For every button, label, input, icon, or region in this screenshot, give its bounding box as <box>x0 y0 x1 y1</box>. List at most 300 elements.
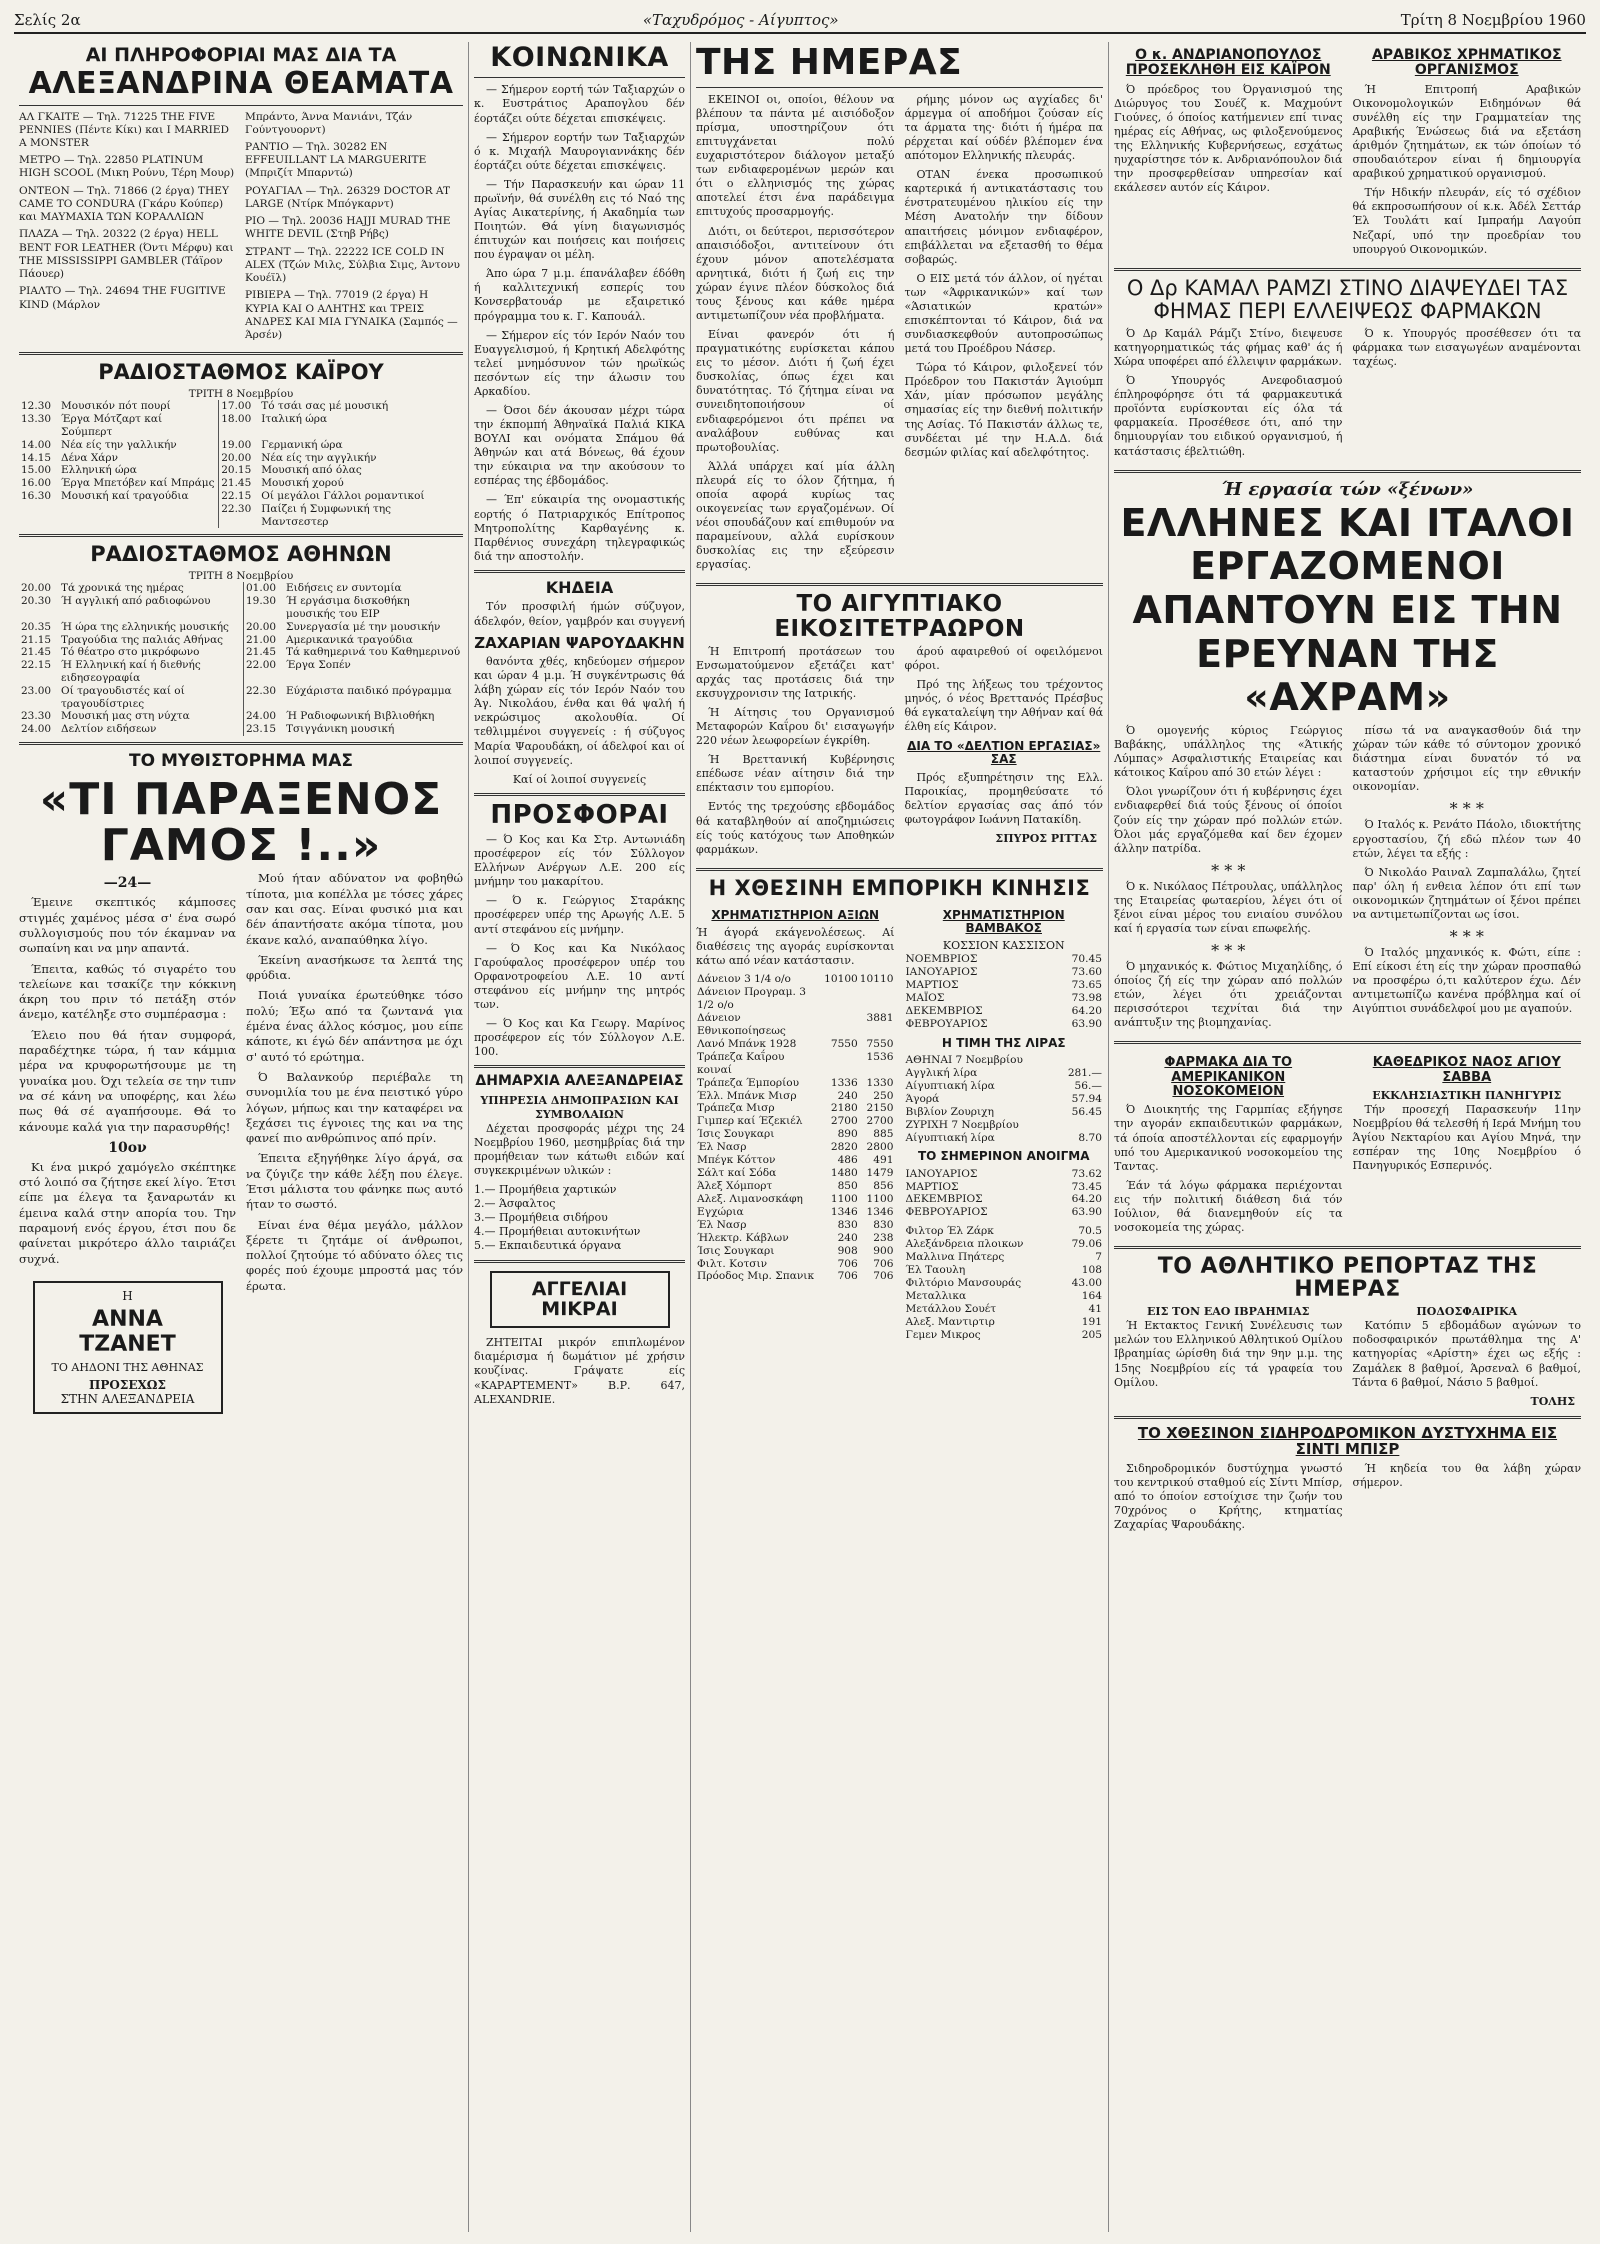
stock-cell: Δάνειον Εθνικοποίησεως <box>697 1011 786 1037</box>
share-cell: 191 <box>1081 1315 1102 1328</box>
share-cell: Φιλτόριο Μανσουράς <box>905 1276 1022 1289</box>
radio-athens-row <box>19 634 463 647</box>
stock-row <box>696 1102 895 1115</box>
share-row <box>905 1303 1104 1316</box>
novel-paragraph: Είναι ένα θέμα μεγάλο, μάλλον ξέρετε τι ζητάμε οί άνθρωποι, πολλοί ζητούμε τό αδύνατο όλες τις φορές πού έχουμε μπροστά μας τόν έρωτα. <box>246 1217 463 1293</box>
radio-cairo-cell: Έργα Μπετόβεν καί Μπράμς <box>61 477 215 490</box>
theater-entry: ΡΑΝΤΙΟ — Τηλ. 30282 EN EFFEUILLANT LA MARGUERITE (Μπριζίτ Μπαρντώ) <box>245 140 427 180</box>
stock-cell: 240 <box>837 1089 858 1102</box>
opening-cell: ΙΑΝΟΥΑΡΙΟΣ <box>905 1167 978 1180</box>
pharmacy-title: ΦΑΡΜΑΚΑ ΔΙΑ ΤΟ ΑΜΕΡΙΚΑΝΙΚΟΝ ΝΟΣΟΚΟΜΕΙΟΝ <box>1164 1055 1293 1100</box>
gold-cell: 56.45 <box>1071 1105 1102 1118</box>
stock-cell: 1479 <box>866 1167 894 1180</box>
day-paragraph: Ο ΕΙΣ μετά τόν άλλον, οί ηγέται των «Άφρικανικών» καί των «Άσιατικών κρατών» επισκέπτονται τό Κάιρον, διά να συνδιασκεφθούν αυτοπροσώπως μετά του Προέδρου Νάσερ. <box>904 271 1103 356</box>
column-social <box>468 42 690 2232</box>
foreigners-paragraph: Όλοι γνωρίζουν ότι ή κυβέρνησις έχει ενδιαφερθεί διά τούς ξένους οί όποίοι ζούν είς την χώραν πρό πολλών ετών. Όλοι μάς εργαζόμεθα καί δεν έχομεν άλλην πατρίδα. <box>1114 785 1343 855</box>
stock-cell: Δάνειον Προγραμ. 3 1/2 ο/ο <box>697 986 806 1012</box>
stock-cell: 885 <box>873 1128 894 1141</box>
cotton-row <box>905 1005 1104 1018</box>
opening-cell: 64.20 <box>1071 1193 1102 1206</box>
cotton-title: ΧΡΗΜΑΤΙΣΤΗΡΙΟΝ ΒΑΜΒΑΚΟΣ <box>942 907 1065 935</box>
radio-cairo-cell <box>19 503 59 529</box>
radio-athens-cell: 22.30 <box>244 685 285 711</box>
stock-cell: Γιμπερ καί Έζεκιέλ <box>697 1115 803 1128</box>
foreigners-paragraph: πίσω τά να αναγκασθούν διά την χώραν τών κάθε τό σύντομον χρονικό διάστημα είναι δυνατόν τό να καταστούν χρήσιμοι είς την εθνικήν οικονομίαν. <box>1352 724 1581 794</box>
stock-cell: 900 <box>873 1244 894 1257</box>
stock-cell: 706 <box>873 1257 894 1270</box>
ad-coming-soon: ΠΡΟΣΕΧΩΣ <box>89 1377 166 1392</box>
stock-cell: Αλεξ. Λιμανοσκάφη <box>697 1192 803 1205</box>
tender-item: 4.— Προμήθειαι αυτοκινήτων <box>474 1225 641 1239</box>
foreigners-paragraph: Ό κ. Νικόλαος Πέτρουλας, υπάλληλος της Εταιρείας φωταερίου, λέγει ότι οί ξένοι είναι μέρος του ενιαίου συνόλου καί ή εργασία των είναι επωφελής. <box>1114 879 1343 935</box>
gold-cell: 8.70 <box>1078 1131 1102 1144</box>
stock-row <box>696 1180 895 1193</box>
share-cell: Αλεξ. Μαντιρτιρ <box>905 1315 995 1328</box>
stock-cell: Λανό Μπάνκ 1928 <box>697 1037 797 1050</box>
novel-kicker: ΤΟ ΜΥΘΙΣΤΟΡΗΜΑ ΜΑΣ <box>129 750 353 771</box>
stock-row <box>696 1232 895 1245</box>
share-row <box>905 1329 1104 1342</box>
ramzi-text: Ό κ. Υπουργός προσέθεσεν ότι τα φάρμακα των εισαγωγέων αναμένονται ταχέως. <box>1352 326 1581 369</box>
radio-cairo-day: ΤΡΙΤΗ 8 Νοεμβρίου <box>188 388 294 401</box>
foreigners-paragraph: Ό Νικολάο Ραιναλ Ζαμπαλάλω, ζητεί παρ' όλη ή ενθεια λέπον ότι επί των οικονομικών ζητημάτων οί ξένοι πρέπει να αντιμετωπίζονται ως ίσοι. <box>1352 865 1581 921</box>
novel-number: —24— <box>103 875 152 892</box>
sport-signature: ΤΟΛΗΣ <box>1530 1394 1575 1408</box>
radio-athens-row <box>19 659 463 685</box>
work-card-heading: ΔΙΑ ΤΟ «ΔΕΛΤΙΟΝ ΕΡΓΑΣΙΑΣ» ΣΑΣ <box>907 739 1101 767</box>
arabic-org-text: Τήν Ηδικήν πλευράν, είς τό σχέδιον θά εκπροσωπήσουν οί κ.κ. Άδέλ Σεττάρ Έλ Τουλάτι καί Ιμπραήμ Λαγούπ Νεζαρί, υπό την προεδρίαν του υπουργού Οικονομικών. <box>1352 186 1581 256</box>
tender-item: 1.— Προμήθεια χαρτικών <box>474 1183 617 1197</box>
gold-cell: Αίγυπτιακή λίρα <box>905 1131 995 1144</box>
radio-cairo-cell: Δένα Χάρν <box>61 451 118 464</box>
stock-cell: 2180 <box>830 1102 858 1115</box>
tender-paragraph: Ή Επιτροπή προτάσεων του Ενσωματούμενον εξετάζει κατ' αρχάς τας προτάσεις διά την εκσυγχρονισιν της Ιατρικής. <box>696 644 895 700</box>
radio-cairo-cell: 22.30 <box>219 503 260 529</box>
foreigners-title: ΕΛΛΗΝΕΣ ΚΑΙ ΙΤΑΛΟΙ ΕΡΓΑΖΟΜΕΝΟΙ ΑΠΑΝΤΟΥΝ ΕΙΣ ΤΗΝ ΕΡΕΥΝΑΝ ΤΗΣ «ΑΧΡΑΜ» <box>1120 500 1575 720</box>
market-title: Η ΧΘΕΣΙΝΗ ΕΜΠΟΡΙΚΗ ΚΙΝΗΣΙΣ <box>708 875 1091 900</box>
church-text: Τήν προσεχή Παρασκευήν 11ην Νοεμβρίου θά τελεσθή ή Ιερά Μνήμη του Άγίου Νεκταρίου και Αγίου Μηνά, την εσπέραν της 10ης Νοεμβρίου ό Πανηγυρικός Εσπερινός. <box>1352 1103 1581 1173</box>
stock-row <box>696 1012 895 1038</box>
radio-cairo-cell: 20.15 <box>219 464 260 477</box>
funeral-intro: Τόν προσφιλή ήμών σύζυγον, άδελφόν, θείον, γαμβρόν και συγγενή <box>474 600 685 628</box>
radio-athens-row <box>19 595 463 621</box>
social-item: — Όσοι δέν άκουσαν μέχρι τώρα την έκπομπή Άθηναϊκά Παλιά ΚΙΚΑ ΒΟΥΛΙ και ονόματα Σπάμου θά Άθηνών και ατά Βόνεως, θά έχουν την εύκαιρια να την ακούσουν το εσπέρας της έβδομάδος. <box>474 403 685 488</box>
share-cell: 70.5 <box>1078 1225 1102 1238</box>
stock-cell: 890 <box>837 1128 858 1141</box>
gold-cell <box>1057 1119 1103 1132</box>
stock-row <box>696 1077 895 1090</box>
stock-cell: 250 <box>873 1089 894 1102</box>
cotton-cell: 70.45 <box>1071 953 1102 966</box>
stock-cell: Τράπεζα Έμπορίου <box>697 1076 800 1089</box>
tender-paragraph: Ή Βρεττανική Κυβέρνησις επέδωσε νέαν αίτησιν διά την επέκτασιν του εμπορίου. <box>696 753 895 795</box>
opening-cell: 73.45 <box>1071 1180 1102 1193</box>
radio-athens-cell: Οί τραγουδιστές καί οί τραγουδίστριες <box>61 684 185 710</box>
tender-paragraph: Πρός εξυπηρέτησιν της Ελλ. Παροικίας, προμηθεύσατε τό δελτίον εργασίας σας άπό τόν φωτογράφον Ιωάννη Πατακίδη. <box>904 770 1103 826</box>
stock-cell: Πρόοδος Μιρ. Σπανικ <box>697 1270 815 1283</box>
church-title: ΚΑΘΕΔΡΙΚΟΣ ΝΑΟΣ ΑΓΙΟΥ ΣΑΒΒΑ <box>1372 1055 1561 1085</box>
funeral-closing: Καί οί λοιποί συγγενείς <box>512 772 647 786</box>
radio-athens-cell: 21.15 <box>21 633 52 646</box>
radio-cairo-cell: 18.00 <box>219 413 260 439</box>
gold-row <box>905 1054 1104 1067</box>
cotton-cell: 73.98 <box>1071 992 1102 1005</box>
day-paragraph: ΟΤΑΝ ένεκα προσωπικού καρτερικά ή αντικατάστασις του ένστρατευμένου ηλικίου είς την Μέση Ανατολήν την δίδουν απαιτήσεις μόνιμον ενδιαφέρον, επιβάλλεται να εξετασθή το θέμα σοβαρώς. <box>904 168 1103 266</box>
stocks-table <box>696 973 895 1283</box>
stock-cell: 830 <box>873 1218 894 1231</box>
cotton-cell: 63.90 <box>1071 1017 1102 1030</box>
novel-title: «ΤΙ ΠΑΡΑΞΕΝΟΣ ΓΑΜΟΣ !..» <box>39 773 443 872</box>
stock-row <box>696 1270 895 1283</box>
radio-athens-cell: 22.15 <box>21 659 52 672</box>
stock-cell: 7550 <box>830 1037 858 1050</box>
sport-left-heading: ΕΙΣ ΤΟΝ ΕΑΟ ΙΒΡΑΗΜΙΑΣ <box>1147 1305 1310 1319</box>
stock-cell: Έλ Νασρ <box>697 1218 747 1231</box>
stock-cell: 7550 <box>866 1037 894 1050</box>
radio-cairo-cell: Μουσική καί τραγούδια <box>61 489 189 502</box>
social-item: — Σήμερον εορτή τών Ταξιαρχών ο κ. Ευστράτιος Αραπογλου δέν έορτάζει ούτε δέχεται επισκέψεις. <box>474 83 685 125</box>
cotton-cell: ΦΕΒΡΟΥΑΡΙΟΣ <box>905 1017 988 1030</box>
radio-athens-row <box>19 646 463 659</box>
masthead <box>14 8 1586 34</box>
theaters-title: ΑΛΕΞΑΝΔΡΙΝΑ ΘΕΑΜΑΤΑ <box>28 66 454 101</box>
gold-row <box>905 1080 1104 1093</box>
stock-cell: Μπέγκ Κόττον <box>697 1154 776 1167</box>
share-row <box>905 1225 1104 1238</box>
novel-paragraph: Έμεινε σκεπτικός κάμποσες στιγμές χαμένος μέσα σ' ένα σωρό συλλογισμούς που τόν έκαμναν να σωπαίνη και να μην απαντά. <box>19 895 236 956</box>
stock-cell <box>823 1012 859 1038</box>
stock-cell: 830 <box>837 1218 858 1231</box>
radio-athens-cell: Τά καθημερινά του Καθημερινού <box>286 646 461 659</box>
today-title: ΤΟ ΣΗΜΕΡΙΝΟΝ ΑΝΟΙΓΜΑ <box>917 1149 1090 1164</box>
stock-cell: Εγχώρια <box>697 1205 744 1218</box>
radio-cairo-cell: 21.45 <box>219 477 260 490</box>
social-title: ΚΟΙΝΩΝΙΚΑ <box>490 42 669 73</box>
funeral-name: ΖΑΧΑΡΙΑΝ ΨΑΡΟΥΔΑΚΗΝ <box>474 633 685 652</box>
small-ad-text: ΖΗΤΕΙΤΑΙ μικρόν επιπλωμένον διαμέρισμα ή δωμάτιον μέ χρήσιν κουζίνας. Γράψατε είς «ΚΑΡΑΡΤΕΜΕΝΤ» Β.Ρ. 647, ALEXANDRIE. <box>474 1336 685 1406</box>
radio-athens-cell: Έργα Σοπέν <box>286 659 351 672</box>
radio-cairo-row <box>19 400 463 413</box>
foreigners-paragraph: Ό Ιταλός μηχανικός κ. Φώτι, είπε : Επί είκοσι έτη είς την χώραν προσπαθώ να προσφέρω ό,τι καλύτερον έχω. Δέν αντιμετωπίζω κανένα πρόβλημα καί οί Αιγύπτιοι συνάδελφοί μου με αγαπούν. <box>1352 945 1581 1016</box>
small-ads-title: ΑΓΓΕΛΙΑΙ ΜΙΚΡΑΙ <box>531 1277 628 1321</box>
stock-cell <box>859 986 895 1012</box>
stocks-intro: Ή άγορά εκάγενολέσεως. Αί διαθέσεις της αγοράς ευρίσκονται κάτω από νέαν κατάστασιν. <box>696 925 895 968</box>
theater-listings <box>19 111 463 347</box>
cotton-row <box>905 992 1104 1005</box>
opening-cell: ΦΕΒΡΟΥΑΡΙΟΣ <box>905 1206 988 1219</box>
andrianopoulos-title: Ο κ. ΑΝΔΡΙΑΝΟΠΟΥΛΟΣ ΠΡΟΣΕΚΛΗΘΗ ΕΙΣ ΚΑΪΡΟΝ <box>1125 47 1331 79</box>
gold-row <box>905 1132 1104 1145</box>
column-day <box>690 42 1108 2232</box>
day-paragraph: Είναι φανερόν ότι ή πραγματικότης ευρίσκεται κάπου εις το μέσον. Διότι ή ζωή έχει δυσκολίας, όπως έχει και δυνατότητας. Τό ζήτημα είναι να συνειδητοποιήσουν οί ενδιαφερόμενοι ότι πρέπει να αναλάβουν ευθύνας και πρωτοβουλίας. <box>696 328 895 454</box>
ramzi-text: Ό Υπουργός Ανεφοδιασμού έπληροφόρησε ότι τά φαρμακευτικά προϊόντα ευρίσκονται είς όλα τά φαρμακεία. Προσέθεσε ότι, από την δημιουργίαν του ειδικού οργανισμού, ή κατάστασις έβελτιώθη. <box>1114 374 1343 458</box>
stock-row <box>696 1193 895 1206</box>
share-cell: 79.06 <box>1071 1238 1102 1251</box>
page-label: Σελίς 2α <box>14 11 81 29</box>
stock-cell: Άλεξ Χόμπορτ <box>697 1179 773 1192</box>
radio-cairo-cell: 14.00 <box>21 438 52 451</box>
ad-subtitle: ΤΟ ΑΗΔΟΝΙ ΤΗΣ ΑΘΗΝΑΣ <box>51 1360 204 1374</box>
radio-athens-cell: Ή ώρα της ελληνικής μουσικής <box>61 620 229 633</box>
opening-row <box>905 1206 1104 1219</box>
share-row <box>905 1290 1104 1303</box>
novel-chapter: 10ον <box>108 1139 147 1156</box>
tender-body <box>696 645 1103 862</box>
share-row <box>905 1238 1104 1251</box>
theaters-kicker: ΑΙ ΠΛΗΡΟΦΟΡΙΑΙ ΜΑΣ ΔΙΑ ΤΑ <box>85 44 397 66</box>
social-item: — Σήμερον εορτήν των Ταξιαρχών ό κ. Μιχαήλ Μαυρογιαννάκης δέν έορτάζει ούτε δέχεται επισκέψεις. <box>474 130 685 172</box>
gold-cell: Αγγλική λίρα <box>905 1066 978 1079</box>
stock-cell <box>823 986 859 1012</box>
stock-row <box>696 1154 895 1167</box>
day-paragraph: Διότι, οι δεύτεροι, περισσότερον απαισιόδοξοι, αντιτείνουν ότι έχουν μόνον αποτελέσματα αρνητικά, διότι ή ζωή εις την χώραν έγινε πλέον δύσκολος διά τους ξένους και κάθε ημέρα αντιμετωπίζουν νέα προβλήματα. <box>696 224 895 322</box>
pharmacy-text: Ό Διοικητής της Γαρμπίας εξήγησε την αγοράν εκπαιδευτικών φαρμάκων, τά όποία αποστέλλονται είς εφαρμογήν υπό του Αμερικανικού νοσοκομείου της Ταντας. <box>1114 1103 1343 1173</box>
novel-paragraph: Ό Βαλανκούρ περιέβαλε τη συνομιλία του με ένα πειστικό γύρο λόγων, μήπως και την καταφέρει να ξεχάσει τις έγνοιες της και να της φανεί πιο ανθρώπινος από πρίν. <box>246 1069 463 1146</box>
radio-cairo-title: ΡΑΔΙΟΣΤΑΘΜΟΣ ΚΑΪΡΟΥ <box>98 360 384 385</box>
theater-entry: ΜΕΤΡΟ — Τηλ. 22850 PLATINUM HIGH SCOOL (Μικη Ρούνυ, Τέρη Μουρ) <box>19 154 235 180</box>
opening-cell: ΔΕΚΕΜΒΡΙΟΣ <box>905 1193 983 1206</box>
radio-athens-cell: Αμερικανικά τραγούδια <box>286 633 413 646</box>
foreigners-body: Ό ομογενής κύριος Γεώργιος Βαβάκης, υπάλληλος της «Άτικής Λύμπας» Ασφαλιστικής Εταιρείας και κάτοικος Καΐρου από 30 ετών λέγει : Όλοι γνωρίζουν ότι ή κυβέρνησις έχει ενδιαφερθεί διά τούς ξένους οί όποίοι ζούν είς την χώραν πρό πολλών ετών. Όλοι μάς εργαζόμεθα καί δεν έχομεν άλλην πατρίδα. * * * Ό κ. Νικόλαος Πέτρουλας, υπάλληλος της Εταιρείας φωταερίου, λέγει ότι οί ξένοι είναι μέρος του ενιαίου συνόλου καί ή εργασία των είναι επωφελής. * * * Ό μηχανικός κ. Φώτιος Μιχαηλίδης, ό όποίος ζή είς την χώραν από πολλών ετών, λέγει ότι χρειάζονται περισσότεροι τεχνίται διά την ανάπτυξιν της βιομηχανίας. πίσω τά να αναγκασθούν διά την χώραν τών κάθε τό σύντομον χρονικό διάστημα είναι δυνατόν τό να καταστούν χρήσιμοι είς την εθνικήν οικονομίαν. * * * Ό Ιταλός κ. Ρενάτο Πάολο, ιδιοκτήτης εργοστασίου, ζή εδώ πλέον των 40 ετών, λέγει τα εξής : Ό Νικολάο Ραιναλ Ζαμπαλάλω, ζητεί παρ' όλη ή ενθεια λέπον ότι επί των οικονομικών ζητημάτων οί ξένοι πρέπει να αντιμετωπίζονται ως ίσοι. * * * Ό Ιταλός μηχανικός κ. Φώτι, είπε : Επί είκοσι έτη είς την χώραν προσπαθώ να προσφέρω ό,τι καλύτερον έχω. Δέν αντιμετωπίζω κανένα πρόβλημα καί οί Αιγύπτιοι συνάδελφοί μου με αγαπούν. <box>1114 724 1581 1030</box>
tender-signature: ΣΠΥΡΟΣ ΡΙΤΤΑΣ <box>995 831 1097 845</box>
rail-text: Ή κηδεία του θα λάβη χώραν σήμερον. <box>1352 1461 1581 1489</box>
theater-entry: ΟΝΤΕΟΝ — Τηλ. 71866 (2 έργα) THEY CAME TO CONDURA (Γκάρυ Κούπερ) και MAYMAXIA ΤΩΝ ΚΟΡΑΛΛΙΩΝ <box>19 184 229 224</box>
stock-row <box>696 973 895 986</box>
social-item: — Σήμερον είς τόν Ιερόν Ναόν του Ευαγγελισμού, ή Κρητική Αδελφότης τελεί μνημόσυνον τών ηρωϊκώς πεσόντων είς την άλωσιν του Αρκαδίου. <box>474 328 685 398</box>
radio-cairo-cell: 17.00 <box>219 400 260 413</box>
gold-cell: 57.94 <box>1071 1092 1102 1105</box>
stock-cell: Δάνειον 3 1/4 ο/ο <box>697 973 791 986</box>
cotton-cell: 73.60 <box>1071 966 1102 979</box>
cotton-row <box>905 966 1104 979</box>
stock-cell: Τράπεζα Καΐρου κοιναί <box>697 1050 785 1076</box>
radio-cairo-row <box>19 477 463 490</box>
tender-item: 2.— Άσφαλτος <box>474 1197 556 1211</box>
radio-athens-cell: Ή Ελληνική καί ή διεθνής ειδησεογραφία <box>61 659 201 684</box>
novel-paragraph: Κι ένα μικρό χαμόγελο σκέπτηκε στό λοιπό σα ζήτησε εκεί λίγο. Έτσι είπε μα έλεγα τα ξαναρωτάν κι έμεινα καλά στην απορία του. Την παραμονή ενός έργου, έτσι που δε φαίνεται μικρότερο άλλο ταιριάζει συχνά. <box>19 1159 236 1266</box>
stock-cell <box>823 1051 859 1077</box>
radio-cairo-cell: Νέα είς την αγγλικήν <box>261 451 377 464</box>
stock-cell: Σάλτ καί Σόδα <box>697 1167 777 1180</box>
share-cell: Φιλτορ Έλ Ζάρκ <box>905 1225 994 1238</box>
share-cell: Μεταλλικα <box>905 1289 967 1302</box>
theater-entry: ΠΛΑΖΑ — Τηλ. 20322 (2 έργα) HELL BENT FOR LEATHER (Όντι Μέρφυ) και THE MISSISSIPPI GAMBLER (Τάϊρον Πάουερ) <box>19 228 234 281</box>
opening-row <box>905 1193 1104 1206</box>
radio-athens-title: ΡΑΔΙΟΣΤΑΘΜΟΣ ΑΘΗΝΩΝ <box>90 542 392 567</box>
gold-table <box>905 1054 1104 1144</box>
radio-cairo-cell: 14.15 <box>21 451 52 464</box>
cotton-table <box>905 953 1104 1031</box>
opening-row <box>905 1181 1104 1194</box>
stock-cell: Ίσις Σουγκαρι <box>697 1244 775 1257</box>
stock-row <box>696 1141 895 1154</box>
radio-cairo-cell: Παίζει ή Συμφωνική της Μαντσεστερ <box>261 502 392 528</box>
stocks-title: ΧΡΗΜΑΤΙΣΤΗΡΙΟΝ ΑΞΙΩΝ <box>711 907 880 922</box>
paper-name: «Ταχυδρόμος - Αίγυπτος» <box>642 11 839 29</box>
tender-paragraph: άρού αφαιρεθού οί οφειλόμενοι φόροι. <box>904 644 1103 672</box>
gold-cell: 56.— <box>1074 1079 1102 1092</box>
cotton-row <box>905 953 1104 966</box>
share-cell: Μετάλλου Σουέτ <box>905 1302 997 1315</box>
radio-cairo-cell: 13.30 <box>21 413 52 426</box>
stock-cell: 706 <box>873 1270 894 1283</box>
cotton-cell: 73.65 <box>1071 979 1102 992</box>
radio-athens-cell: 24.00 <box>244 710 285 723</box>
tender-item: 3.— Προμήθεια σιδήρου <box>474 1211 608 1225</box>
ad-article: Η <box>122 1288 133 1303</box>
gold-cell: Βιβλίον Ζουριχη <box>905 1105 994 1118</box>
sport-text: Ή Εκτακτος Γενική Συνέλευσις των μελών του Ελληνικού Αθλητικού Ομίλου Ιβραημίας ώρίσθη διά την 9ην μ.μ. της 15ης Νοεμβρίου είς τά γραφεία του Ομίλου. <box>1114 1319 1343 1389</box>
stock-cell: 486 <box>837 1154 858 1167</box>
day-body <box>696 93 1103 578</box>
radio-athens-cell: 19.30 <box>244 595 285 621</box>
radio-athens-cell: 23.15 <box>244 723 285 736</box>
share-row <box>905 1277 1104 1290</box>
gold-cell: Άγορά <box>905 1092 940 1105</box>
radio-athens-cell: 20.00 <box>244 621 285 634</box>
stock-cell: 238 <box>873 1231 894 1244</box>
radio-athens-cell: Τραγούδια της παλιάς Αθήνας <box>61 633 224 646</box>
radio-athens-schedule <box>19 582 463 736</box>
radio-athens-cell: 23.00 <box>21 684 52 697</box>
radio-cairo-cell: 16.30 <box>21 489 52 502</box>
share-row <box>905 1251 1104 1264</box>
funeral-title: ΚΗΔΕΙΑ <box>545 577 614 597</box>
gold-title: Η ΤΙΜΗ ΤΗΣ ΛΙΡΑΣ <box>941 1035 1066 1050</box>
radio-athens-cell: 20.35 <box>21 620 52 633</box>
social-item: — Τήν Παρασκευήν και ώραν 11 πρωϊνήν, θά συνέλθη εις τό Ναό της Αγίας Αικατερίνης, ή Ακαδημία των Ποιητών. Θά γίνη διαγωνισμός έπιτυχών και ποιήσεις και ποιήσεις που έγραψαν οι μέλη. <box>474 177 685 262</box>
foreigners-paragraph: Ό ομογενής κύριος Γεώργιος Βαβάκης, υπάλληλος της «Άτικής Λύμπας» Ασφαλιστικής Εταιρείας και κάτοικος Καΐρου από 30 ετών λέγει : <box>1114 724 1343 780</box>
share-cell: 43.00 <box>1071 1276 1102 1289</box>
radio-athens-cell: 23.30 <box>21 710 52 723</box>
stock-row <box>696 1090 895 1103</box>
day-paragraph: Άλλά υπάρχει καί μία άλλη πλευρά είς το όλον ζήτημα, ή οποία αφορά κυρίως τας οικογενείας των εργαζομένων. Οί νέοι σπουδάζουν καί επιθυμούν να παραμείνουν, αλλά ευρίσκουν δυσκολίας εις την εξεύρεσιν εργασίας. <box>696 459 895 572</box>
share-cell: Μαλλινα Πηάτερς <box>905 1251 1005 1264</box>
opening-cell: 73.62 <box>1071 1167 1102 1180</box>
novel-paragraph: Μού ήταν αδύνατον να φοβηθώ τίποτα, μια κοπέλλα με τόσες χάρες σαν και σας. Είναι φυσικό μια και δέν άπαντήσατε ακόμα τίποτα, μου έκανε καλό, αναπαύθηκα λίγο. <box>246 871 463 947</box>
opening-cell: ΜΑΡΤΙΟΣ <box>905 1180 959 1193</box>
radio-athens-cell: 20.30 <box>21 595 52 608</box>
radio-athens-cell: 24.00 <box>21 723 52 736</box>
stock-cell: 2820 <box>830 1141 858 1154</box>
foreigners-kicker: Ή εργασία τών «ξένων» <box>1221 478 1474 500</box>
rail-body <box>1114 1462 1581 1537</box>
stock-row <box>696 1167 895 1180</box>
radio-cairo-cell: Ελληνική ώρα <box>61 464 137 477</box>
radio-cairo-cell: Μουσικόν πότ πουρί <box>61 400 171 413</box>
gold-cell: 281.— <box>1067 1066 1102 1079</box>
stock-cell: 2800 <box>866 1141 894 1154</box>
stock-cell: Φιλτ. Κοτσιν <box>697 1257 768 1270</box>
radio-athens-row <box>19 685 463 711</box>
radio-athens-row <box>19 710 463 723</box>
church-sub: ΕΚΚΛΗΣΙΑΣΤΙΚΗ ΠΑΝΗΓΥΡΙΣ <box>1372 1089 1562 1103</box>
stock-cell: 1480 <box>830 1167 858 1180</box>
radio-athens-cell: 21.45 <box>21 646 52 659</box>
stock-row <box>696 1115 895 1128</box>
radio-cairo-cell: Οί μεγάλοι Γάλλοι ρομαντικοί <box>261 489 425 502</box>
stock-cell: 856 <box>873 1179 894 1192</box>
stock-cell: 706 <box>837 1257 858 1270</box>
stock-row <box>696 1245 895 1258</box>
stock-cell: Έλ Νασρ <box>697 1141 747 1154</box>
issue-date: Τρίτη 8 Νοεμβρίου 1960 <box>1400 11 1586 29</box>
radio-cairo-cell: 22.15 <box>219 490 260 503</box>
offer-item: — Ό Κος και Κα Γεωργ. Μαρίνος προσέφερον είς τόν Σύλλογον Λ.Ε. 100. <box>474 1017 685 1059</box>
cotton-cell: ΜΑΪΟΣ <box>905 992 945 1005</box>
radio-athens-cell: Ειδήσεις εν συντομία <box>286 582 402 595</box>
share-cell: 205 <box>1081 1328 1102 1341</box>
stock-cell: 1330 <box>866 1076 894 1089</box>
share-row <box>905 1316 1104 1329</box>
pharmacy-text: Έάν τά λόγω φάρμακα περιέχονται εις τήν πολιτική διάθεση διά τόν Ιούλιον, θά διανεμηθούν είς τα νοσοκομεία της χώρας. <box>1114 1178 1343 1234</box>
top-right-pair <box>1114 42 1581 262</box>
theater-entry: Μπράντο, Άννα Μανιάνι, Τζάν Γούντγουορντ) <box>245 110 413 136</box>
offer-item: — Ό Κος και Κα Στρ. Αντωνιάδη προσέφερον είς τόν Σύλλογον Ελλήνων Ανέργων Λ.Ε. 200 είς μνήμην του μακαρίτου. <box>474 833 685 889</box>
cotton-cell: ΙΑΝΟΥΑΡΙΟΣ <box>905 966 978 979</box>
social-item: Άπο ώρα 7 μ.μ. έπανάλαβεν έδόθη ή καλλιτεχνική εσπερίς του Κονσερβατουάρ με εξαιρετικό πρόγραμμα του κ. Γ. Καπουάλ. <box>474 267 685 323</box>
column-left <box>14 42 468 2232</box>
radio-cairo-cell: Μουσική χορού <box>261 477 344 490</box>
stock-cell: Ίσις Σουγκαρι <box>697 1128 775 1141</box>
rail-text: Σιδηροδρομικόν δυστύχημα γνωστό του κεντρικού σταθμού είς Σίντι Μπίσρ, από το όποίον εστοίχισε την ζωήν του 70χρόνος ο Κρήτης, κτηματίας Ζαχαρίας Ψαρουδάκης. <box>1114 1461 1343 1532</box>
gold-row <box>905 1093 1104 1106</box>
radio-athens-cell: Ή εργάσιμα δισκοθήκη μουσικής του ΕΙΡ <box>286 595 410 620</box>
radio-athens-cell: 20.00 <box>21 582 52 595</box>
stock-cell: Τράπεζα Μισρ <box>697 1102 775 1115</box>
novel-paragraph: Έκείνη ανασήκωσε τα λεπτά της φρύδια. <box>246 952 463 983</box>
radio-cairo-row <box>19 452 463 465</box>
share-cell: 7 <box>1095 1251 1102 1264</box>
day-title: ΤΗΣ ΗΜΕΡΑΣ <box>696 42 963 83</box>
radio-cairo-cell: Έργα Μότζαρτ καί Σούμπερτ <box>61 413 163 438</box>
sport-right-heading: ΠΟΔΟΣΦΑΙΡΙΚΑ <box>1416 1305 1518 1319</box>
stock-cell: 1536 <box>866 1050 894 1063</box>
sport-text: Κατόπιν 5 εβδομάδων αγώνων το ποδοσφαιρικόν πρωτάθλημα της Α' κατηγορίας «Αρίστη» έχει ως εξής : Ζαμάλεκ 8 βαθμοί, Άρσεναλ 6 βαθμοί, Τάντα 6 βαθμοί, Νάσιο 5 βαθμοί. <box>1352 1319 1581 1389</box>
pharmacy-church-pair <box>1114 1050 1581 1240</box>
gold-row <box>905 1119 1104 1132</box>
novel-paragraph: Έπειτα, καθώς τό σιγαρέτο του τελείωνε και τσακίζε την κόκκινη άκρη του πριν τό πετάξη στόν άνεμο, κατέληξε στο συμπέρασμα : <box>19 961 236 1022</box>
cotton-cell: ΔΕΚΕΜΒΡΙΟΣ <box>905 1004 983 1017</box>
sport-title: ΤΟ ΑΘΛΗΤΙΚΟ ΡΕΠΟΡΤΑΖ ΤΗΣ ΗΜΕΡΑΣ <box>1157 1254 1538 1303</box>
gold-cell: Αίγυπτιακή λίρα <box>905 1079 995 1092</box>
theater-entry: ΡΙΑΛΤΟ — Τηλ. 24694 THE FUGITIVE KIND (Μάρλον <box>19 285 226 311</box>
stock-cell: 2150 <box>866 1102 894 1115</box>
small-ads-box <box>490 1271 670 1329</box>
stock-cell: 240 <box>837 1231 858 1244</box>
share-cell: Αλεξάνδρεια πλοικων <box>905 1238 1024 1251</box>
anna-tzanet-ad <box>33 1281 223 1414</box>
ad-name: ΑΝΝΑ ΤΖΑΝΕΤ <box>79 1306 176 1357</box>
stock-cell: 1100 <box>830 1192 858 1205</box>
stock-row <box>696 986 895 1012</box>
radio-cairo-cell: Τό τσάι σας μέ μουσική <box>261 400 389 413</box>
radio-cairo-row <box>19 503 463 529</box>
day-paragraph: Τώρα τό Κάιρον, φιλοξενεί τόν Πρόεδρον του Πακιστάν Άγιούμπ Χάν, μίαν πρόσωπον μεγάλης σημασίας είς την διεθνή πολιτικήν της Ασίας. Τό Πακιστάν άλλως τε, συνδέεται μέ την Η.Α.Δ. διά δεσμών φιλίας καί αδελφότητος. <box>904 361 1103 459</box>
gold-cell: ΖΥΡΙΧΗ 7 Νοεμβρίου <box>905 1118 1019 1131</box>
radio-cairo-cell: Μουσική από όλας <box>261 464 362 477</box>
stock-cell: 3881 <box>866 1011 894 1024</box>
radio-athens-cell: Μουσική μας στη νύχτα <box>61 710 190 723</box>
radio-cairo-cell: Γερμανική ώρα <box>261 438 343 451</box>
ramzi-body <box>1114 327 1581 464</box>
radio-athens-cell: Ή αγγλική από ραδιοφώνου <box>61 595 211 608</box>
radio-cairo-row <box>19 490 463 503</box>
stock-cell: 10110 <box>859 973 894 986</box>
radio-cairo-cell: 16.00 <box>21 477 52 490</box>
day-paragraph: ΕΚΕΙΝΟΙ οι, οποίοι, θέλουν να βλέπουν τα πάντα μέ αισιόδοξον πρίσμα, υποστηρίζουν ότι επιτυγχάνεται πολύ ευχαριστότερον διάλογον μεταξύ των ενδιαφερομένων μερών και ότι ο ελληνισμός της χώρας αποτελεί έτσι ένα παράδειγμα επιτυχούς προσαρμογής. <box>696 92 895 219</box>
andrianopoulos-text: Ό πρόεδρος του Όργανισμού της Διώρυγος του Σουέζ κ. Μαχμούντ Γιούνες, ό όποίος κατήμενιεν επί τινας ημέρας είς Αθήνας, ως φιλοξενούμενος της Ελληνικής Κυβερνήσεως, εσχάτως ηυχαρίστησε τόν κ. Ανδριανόπουλον διά την προσφερθείσαν υπηρεσίαν καί εκάλεσεν αυτόν είς Κάιρον. <box>1114 82 1343 195</box>
